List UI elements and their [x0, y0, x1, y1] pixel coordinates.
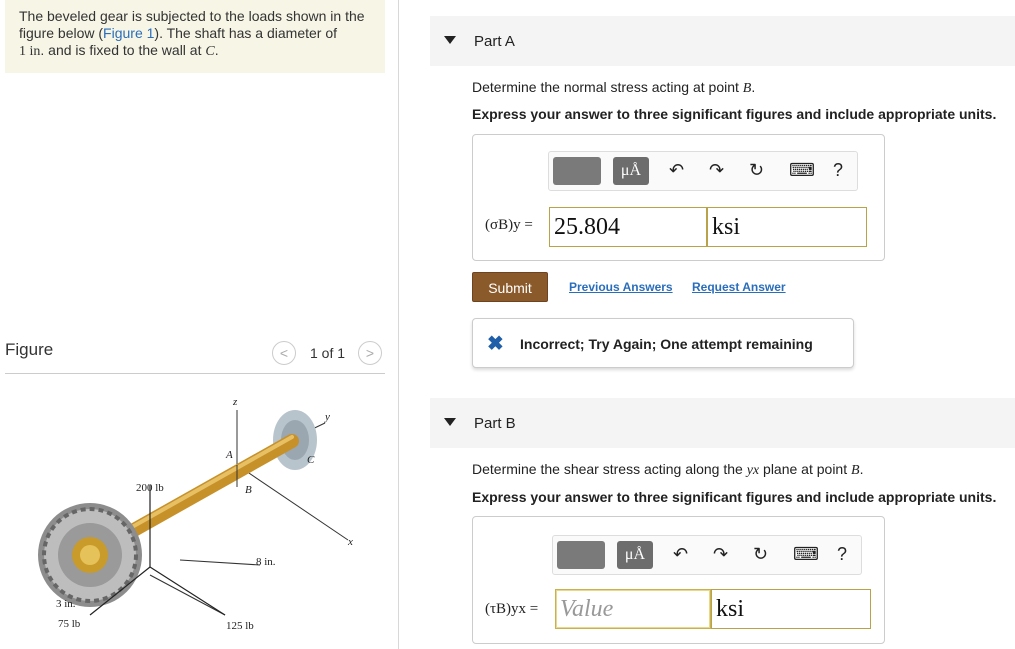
feedback-message: Incorrect; Try Again; One attempt remaining: [520, 336, 813, 352]
force-125lb: [150, 567, 225, 615]
part-b-header[interactable]: [430, 398, 1015, 448]
part-a-question: [472, 79, 755, 97]
part-a-unit-input[interactable]: ksi: [707, 207, 867, 247]
submit-button[interactable]: Submit: [472, 272, 548, 302]
dim-line: [150, 575, 225, 615]
collapse-icon[interactable]: [444, 418, 456, 426]
reset-icon[interactable]: ↻: [749, 160, 765, 180]
collapse-icon[interactable]: [444, 36, 456, 44]
part-b-instruction: Express your answer to three significant figures and include appropriate units.: [472, 489, 997, 505]
part-a-answer-box: [472, 134, 885, 261]
request-answer-link[interactable]: Request Answer: [692, 280, 786, 294]
help-icon[interactable]: ?: [837, 544, 848, 564]
redo-icon[interactable]: ↷: [709, 160, 725, 180]
feedback-box: [472, 318, 854, 368]
undo-icon[interactable]: ↶: [669, 160, 685, 180]
axis-y-label: y: [325, 411, 330, 423]
figure-pager: 1 of 1: [310, 345, 346, 361]
point-a-label: A: [226, 449, 233, 461]
math-toolbar: [552, 535, 862, 575]
part-b-period: .: [859, 461, 864, 477]
part-a-value-input[interactable]: 25.804: [549, 207, 707, 247]
axis-z-label: z: [233, 396, 238, 408]
part-a-header[interactable]: [430, 16, 1015, 66]
problem-statement: [5, 0, 385, 73]
incorrect-icon: ✖: [487, 333, 504, 355]
wall-point: C: [205, 44, 215, 59]
undo-icon[interactable]: ↶: [673, 544, 689, 564]
part-b-unit-input[interactable]: ksi: [711, 589, 871, 629]
part-b-value-input[interactable]: Value: [555, 589, 711, 629]
units-icon[interactable]: μÅ: [617, 541, 653, 569]
problem-period: .: [214, 42, 219, 58]
part-a-instruction: Express your answer to three significant figures and include appropriate units.: [472, 106, 997, 122]
gear-shaft-figure: [30, 385, 390, 649]
part-b-question: [472, 461, 863, 479]
force-200lb-label: 200 lb: [136, 482, 164, 494]
x-axis: [237, 465, 348, 540]
units-icon[interactable]: μÅ: [613, 157, 649, 185]
part-a-period: .: [751, 79, 756, 95]
part-b-plane: yx: [746, 463, 760, 478]
point-b-label: B: [245, 484, 252, 496]
part-b-label: Part B: [474, 415, 516, 432]
part-b-point: B: [851, 463, 860, 478]
problem-line-3: . and is fixed to the wall at: [40, 42, 206, 58]
redo-icon[interactable]: ↷: [713, 544, 729, 564]
axis-x-label: x: [348, 536, 353, 548]
figure-link[interactable]: Figure 1: [103, 25, 155, 41]
part-a-point: B: [742, 81, 752, 96]
column-divider: [398, 0, 399, 649]
math-toolbar: [548, 151, 858, 191]
figure-title: Figure: [5, 340, 54, 359]
tau-b-label: (τB)yx =: [485, 601, 539, 617]
reset-icon[interactable]: ↻: [753, 544, 769, 564]
previous-answers-link[interactable]: Previous Answers: [569, 280, 673, 294]
point-c-label: C: [307, 454, 315, 466]
diameter-value: 1 in: [19, 44, 41, 59]
help-icon[interactable]: ?: [833, 160, 844, 180]
template-icon[interactable]: [553, 157, 601, 185]
beveled-gear: [38, 503, 142, 607]
part-a-label: Part A: [474, 33, 515, 50]
part-b-answer-box: [472, 516, 885, 644]
figure-prev-button[interactable]: <: [272, 341, 296, 365]
problem-line-2-post: ). The shaft has a diameter of: [154, 25, 338, 41]
figure-rule: [5, 373, 385, 374]
dim-line-8: [180, 560, 260, 565]
part-b-question-text: Determine the shear stress acting along the: [472, 461, 747, 477]
keyboard-icon[interactable]: ⌨: [793, 544, 819, 564]
template-icon[interactable]: [557, 541, 605, 569]
keyboard-icon[interactable]: ⌨: [789, 160, 815, 180]
dim-3in: 3 in.: [56, 598, 76, 610]
part-b-question-mid: plane at point: [759, 461, 851, 477]
problem-line-2-pre: figure below (: [19, 25, 104, 41]
figure-next-button[interactable]: >: [358, 341, 382, 365]
part-a-question-text: Determine the normal stress acting at point: [472, 79, 743, 95]
problem-line-1: The beveled gear is subjected to the loads shown in the: [19, 8, 365, 24]
force-125lb-label: 125 lb: [226, 620, 254, 632]
dim-8in: 8 in.: [256, 556, 276, 568]
force-75lb-label: 75 lb: [58, 618, 81, 630]
sigma-b-label: (σB)y =: [485, 217, 533, 233]
